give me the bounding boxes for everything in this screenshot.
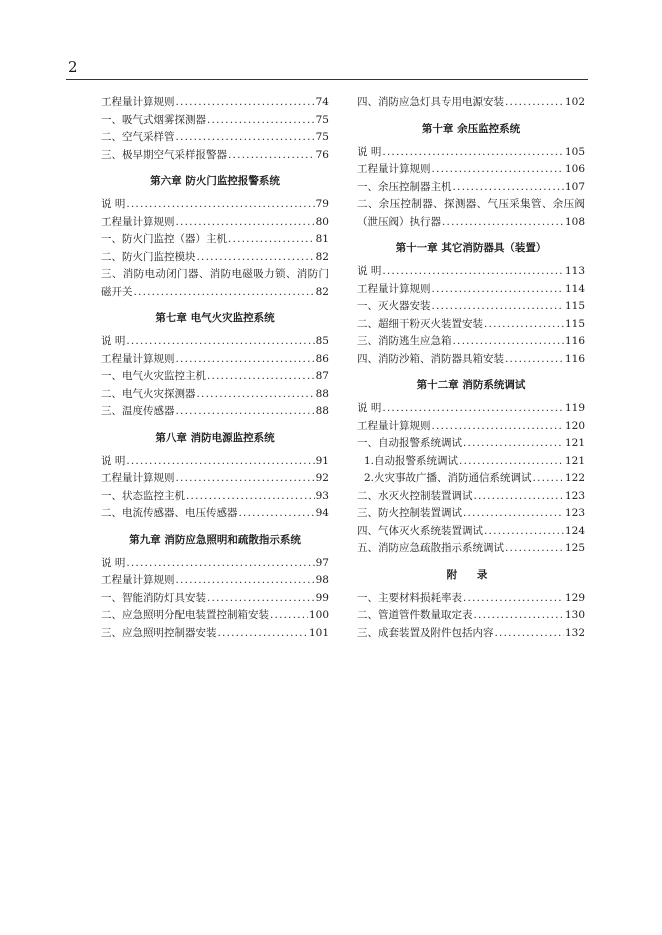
dot-leader <box>382 401 564 415</box>
toc-entry[interactable] <box>101 404 329 422</box>
toc-entry[interactable] <box>357 489 585 507</box>
toc-entry-page: 125 <box>564 542 585 554</box>
toc-entry-title: 2.火灾事故广播、消防通信系统调试 <box>364 472 532 484</box>
toc-entry-title: 三、成套装置及附件包括内容 <box>357 626 494 639</box>
dot-leader <box>176 215 315 229</box>
toc-entry[interactable] <box>357 401 585 419</box>
toc-entry[interactable] <box>357 334 585 352</box>
toc-entry[interactable] <box>101 591 329 609</box>
dot-leader <box>484 524 564 538</box>
toc-entry-title: 工程量计算规则 <box>101 215 175 228</box>
toc-entry-page: 91 <box>315 454 329 467</box>
toc-entry-title: 说 明 <box>101 454 126 467</box>
toc-entry-page: 116 <box>564 352 585 365</box>
toc-entry-page: 82 <box>315 250 329 263</box>
toc-entry[interactable] <box>101 232 329 250</box>
toc-entry-page: 113 <box>564 265 585 277</box>
toc-entry-title: 一、自动报警系统调试 <box>357 437 462 449</box>
toc-entry-title: 二、余压控制器、探测器、气压采集管、余压阀 <box>357 198 585 210</box>
toc-entry[interactable] <box>357 436 585 454</box>
dot-leader <box>474 489 564 503</box>
dot-leader <box>176 352 315 366</box>
toc-entry-title: 一、余压控制器主机 <box>357 180 452 193</box>
dot-leader <box>432 419 564 433</box>
toc-entry-title: 五、消防应急疏散指示系统调试 <box>357 542 504 554</box>
dot-leader <box>197 250 315 264</box>
toc-entry-page: 121 <box>564 437 585 449</box>
toc-entry[interactable] <box>357 471 585 489</box>
toc-entry-title: 二、电气火灾探测器 <box>101 387 196 400</box>
toc-entry-title: 四、消防应急灯具专用电源安装 <box>357 96 504 108</box>
toc-entry[interactable] <box>357 626 585 644</box>
toc-entry-page: 86 <box>315 352 329 365</box>
toc-entry[interactable] <box>357 608 585 626</box>
toc-entry-page: 116 <box>564 335 585 347</box>
dot-leader <box>484 317 564 331</box>
dot-leader <box>176 404 315 418</box>
toc-entry-title: 工程量计算规则 <box>101 352 175 365</box>
dot-leader <box>505 95 564 109</box>
toc-entry-page: 105 <box>564 145 585 158</box>
dot-leader <box>197 387 315 401</box>
dot-leader <box>228 232 315 246</box>
toc-entry[interactable] <box>357 419 585 437</box>
dot-leader <box>505 541 564 555</box>
toc-entry-title: 1.自动报警系统调试 <box>364 454 459 467</box>
toc-entry[interactable] <box>101 95 329 113</box>
toc-entry-page: 80 <box>315 215 329 228</box>
dot-leader <box>432 162 564 176</box>
toc-entry-page: 123 <box>564 507 585 519</box>
toc-entry-page: 129 <box>564 591 585 604</box>
chapter-heading: 第六章 防火门监控报警系统 <box>150 175 280 187</box>
toc-entry-title: 工程量计算规则 <box>101 96 175 108</box>
dot-leader <box>495 626 564 640</box>
toc-entry-title: 工程量计算规则 <box>357 163 431 175</box>
toc-entry[interactable] <box>357 197 585 215</box>
toc-entry-page: 115 <box>564 300 585 312</box>
toc-entry-title: （泄压阀）执行器 <box>357 215 441 228</box>
toc-entry[interactable] <box>357 264 585 282</box>
toc-entry[interactable] <box>101 608 329 626</box>
toc-entry[interactable] <box>357 215 585 233</box>
toc-entry-page: 88 <box>315 405 329 417</box>
header-rule <box>66 79 588 80</box>
toc-entry[interactable] <box>101 556 329 574</box>
toc-entry-page: 123 <box>564 489 585 502</box>
toc-entry[interactable] <box>101 454 329 472</box>
toc-entry-page: 81 <box>315 233 329 245</box>
page-number: 2 <box>68 58 78 76</box>
chapter-heading: 第九章 消防应急照明和疏散指示系统 <box>129 533 301 546</box>
toc-entry-title: 一、状态监控主机 <box>101 489 185 502</box>
dot-leader <box>505 352 564 366</box>
toc-entry-title: 说 明 <box>101 556 126 569</box>
chapter-heading: 第七章 电气火灾监控系统 <box>155 312 275 324</box>
toc-entry-title: 二、应急照明分配电装置控制箱安装 <box>101 609 269 621</box>
chapter-heading: 第十章 余压监控系统 <box>421 122 521 135</box>
toc-entry-page: 87 <box>315 370 329 382</box>
toc-entry-title: 二、水灭火控制装置调试 <box>357 489 473 502</box>
toc-entry-title: 一、灭火器安装 <box>357 300 431 312</box>
toc-entry-page: 121 <box>564 454 585 467</box>
toc-entry-page: 76 <box>315 148 329 161</box>
toc-entry[interactable] <box>101 267 329 285</box>
dot-leader <box>126 334 314 348</box>
dot-leader <box>126 197 314 211</box>
toc-entry-page: 122 <box>564 472 585 484</box>
toc-entry-page: 108 <box>564 215 585 228</box>
dot-leader <box>207 369 315 383</box>
toc-right-column <box>357 95 585 643</box>
toc-entry[interactable] <box>357 352 585 370</box>
toc-entry-page: 101 <box>308 626 329 639</box>
toc-entry-title: 三、消防逃生应急箱 <box>357 335 452 347</box>
dot-leader <box>442 215 564 229</box>
toc-entry-page: 82 <box>315 285 329 298</box>
toc-entry-title: 三、应急照明控制器安装 <box>101 626 217 639</box>
toc-entry[interactable] <box>357 591 585 609</box>
dot-leader <box>176 471 315 485</box>
dot-leader <box>176 130 315 144</box>
toc-entry[interactable] <box>357 454 585 472</box>
toc-entry-title: 说 明 <box>357 402 382 414</box>
toc-entry[interactable] <box>357 524 585 542</box>
toc-entry[interactable] <box>101 215 329 233</box>
dot-leader <box>453 180 564 194</box>
toc-entry-page: 88 <box>315 387 329 400</box>
dot-leader <box>459 454 564 468</box>
dot-leader <box>126 556 314 570</box>
toc-entry-title: 三、防火控制装置调试 <box>357 507 462 519</box>
toc-entry-title: 三、温度传感器 <box>101 405 175 417</box>
toc-entry-title: 说 明 <box>101 198 126 210</box>
toc-entry-title: 二、电流传感器、电压传感器 <box>101 507 238 519</box>
toc-entry[interactable] <box>101 573 329 591</box>
toc-entry-title: 工程量计算规则 <box>101 472 175 484</box>
toc-entry[interactable] <box>357 162 585 180</box>
toc-entry-title: 磁开关 <box>101 285 133 298</box>
toc-entry-title: 说 明 <box>101 335 126 347</box>
toc-entry[interactable] <box>101 506 329 524</box>
toc-entry[interactable] <box>357 317 585 335</box>
toc-entry-page: 124 <box>564 524 585 537</box>
toc-entry-page: 132 <box>564 626 585 639</box>
dot-leader <box>207 591 315 605</box>
dot-leader <box>134 285 315 299</box>
dot-leader <box>463 436 564 450</box>
toc-entry-title: 二、空气采样管 <box>101 131 175 143</box>
toc-entry-page: 97 <box>315 556 329 569</box>
toc-entry-page: 75 <box>315 113 329 126</box>
toc-entry[interactable] <box>357 95 585 113</box>
dot-leader <box>463 591 564 605</box>
toc-entry-page: 98 <box>315 574 329 586</box>
dot-leader <box>176 573 315 587</box>
toc-entry[interactable] <box>101 285 329 303</box>
toc-entry-title: 二、管道管件数量取定表 <box>357 609 473 621</box>
chapter-heading: 第十二章 消防系统调试 <box>416 379 526 391</box>
toc-entry-title: 二、超细干粉灭火装置安装 <box>357 317 483 330</box>
dot-leader <box>186 489 315 503</box>
toc-entry-title: 说 明 <box>357 145 382 158</box>
toc-entry-title: 四、气体灭火系统装置调试 <box>357 524 483 537</box>
toc-entry[interactable] <box>357 145 585 163</box>
toc-entry[interactable] <box>101 197 329 215</box>
toc-left-column <box>101 95 329 643</box>
toc-entry[interactable] <box>357 541 585 559</box>
toc-entry-title: 四、消防沙箱、消防器具箱安装 <box>357 352 504 365</box>
toc-entry-page: 100 <box>308 609 329 621</box>
dot-leader <box>432 299 564 313</box>
toc-entry-title: 工程量计算规则 <box>357 282 431 295</box>
toc-entry[interactable] <box>101 130 329 148</box>
toc-entry[interactable] <box>101 250 329 268</box>
dot-leader <box>382 145 564 159</box>
toc-entry[interactable] <box>101 471 329 489</box>
toc-entry-title: 三、消防电动闭门器、消防电磁吸力锁、消防门 <box>101 268 329 280</box>
toc-entry-page: 114 <box>564 282 585 295</box>
dot-leader <box>176 95 315 109</box>
dot-leader <box>382 264 564 278</box>
dot-leader <box>239 506 315 520</box>
toc-entry[interactable] <box>101 352 329 370</box>
toc-entry-page: 93 <box>315 489 329 502</box>
chapter-heading: 附 录 <box>446 568 496 581</box>
toc-entry[interactable] <box>101 489 329 507</box>
toc-entry-page: 79 <box>315 198 329 210</box>
dot-leader <box>453 334 564 348</box>
toc-entry-title: 工程量计算规则 <box>357 419 431 432</box>
toc-entry-page: 106 <box>564 163 585 175</box>
toc-entry-page: 119 <box>564 402 585 414</box>
toc-entry-page: 75 <box>315 131 329 143</box>
dot-leader <box>270 608 308 622</box>
toc-entry-title: 说 明 <box>357 265 382 277</box>
toc-entry[interactable] <box>101 148 329 166</box>
toc-entry-page: 120 <box>564 419 585 432</box>
toc-entry-page: 74 <box>315 96 329 108</box>
toc-entry-page: 107 <box>564 180 585 193</box>
dot-leader <box>463 506 564 520</box>
toc-entry-title: 一、智能消防灯具安装 <box>101 591 206 604</box>
toc-entry[interactable] <box>101 334 329 352</box>
toc-entry-title: 一、防火门监控（器）主机 <box>101 233 227 245</box>
dot-leader <box>126 454 314 468</box>
toc-entry-page: 85 <box>315 335 329 347</box>
toc-entry-title: 一、电气火灾监控主机 <box>101 370 206 382</box>
chapter-heading: 第十一章 其它消防器具（装置） <box>395 242 547 254</box>
toc-entry-title: 二、防火门监控模块 <box>101 250 196 263</box>
dot-leader <box>207 113 315 127</box>
dot-leader <box>228 148 315 162</box>
toc-entry-page: 130 <box>564 609 585 621</box>
toc-entry[interactable] <box>101 387 329 405</box>
toc-entry[interactable] <box>101 113 329 131</box>
toc-entry[interactable] <box>357 299 585 317</box>
toc-entry[interactable] <box>357 506 585 524</box>
toc-entry[interactable] <box>357 282 585 300</box>
toc-entry-title: 一、吸气式烟雾探测器 <box>101 113 206 126</box>
toc-entry-page: 94 <box>315 507 329 519</box>
chapter-heading: 第八章 消防电源监控系统 <box>155 431 275 444</box>
toc-entry-title: 三、极早期空气采样报警器 <box>101 148 227 161</box>
dot-leader <box>533 471 564 485</box>
toc-entry-title: 一、主要材料损耗率表 <box>357 591 462 604</box>
toc-entry[interactable] <box>101 626 329 644</box>
toc-entry-page: 92 <box>315 472 329 484</box>
dot-leader <box>218 626 308 640</box>
toc-entry[interactable] <box>101 369 329 387</box>
toc-entry-page: 115 <box>564 317 585 330</box>
dot-leader <box>474 608 564 622</box>
toc-entry-page: 99 <box>315 591 329 604</box>
toc-entry-page: 102 <box>564 96 585 108</box>
dot-leader <box>432 282 564 296</box>
toc-entry-title: 工程量计算规则 <box>101 574 175 586</box>
toc-entry[interactable] <box>357 180 585 198</box>
